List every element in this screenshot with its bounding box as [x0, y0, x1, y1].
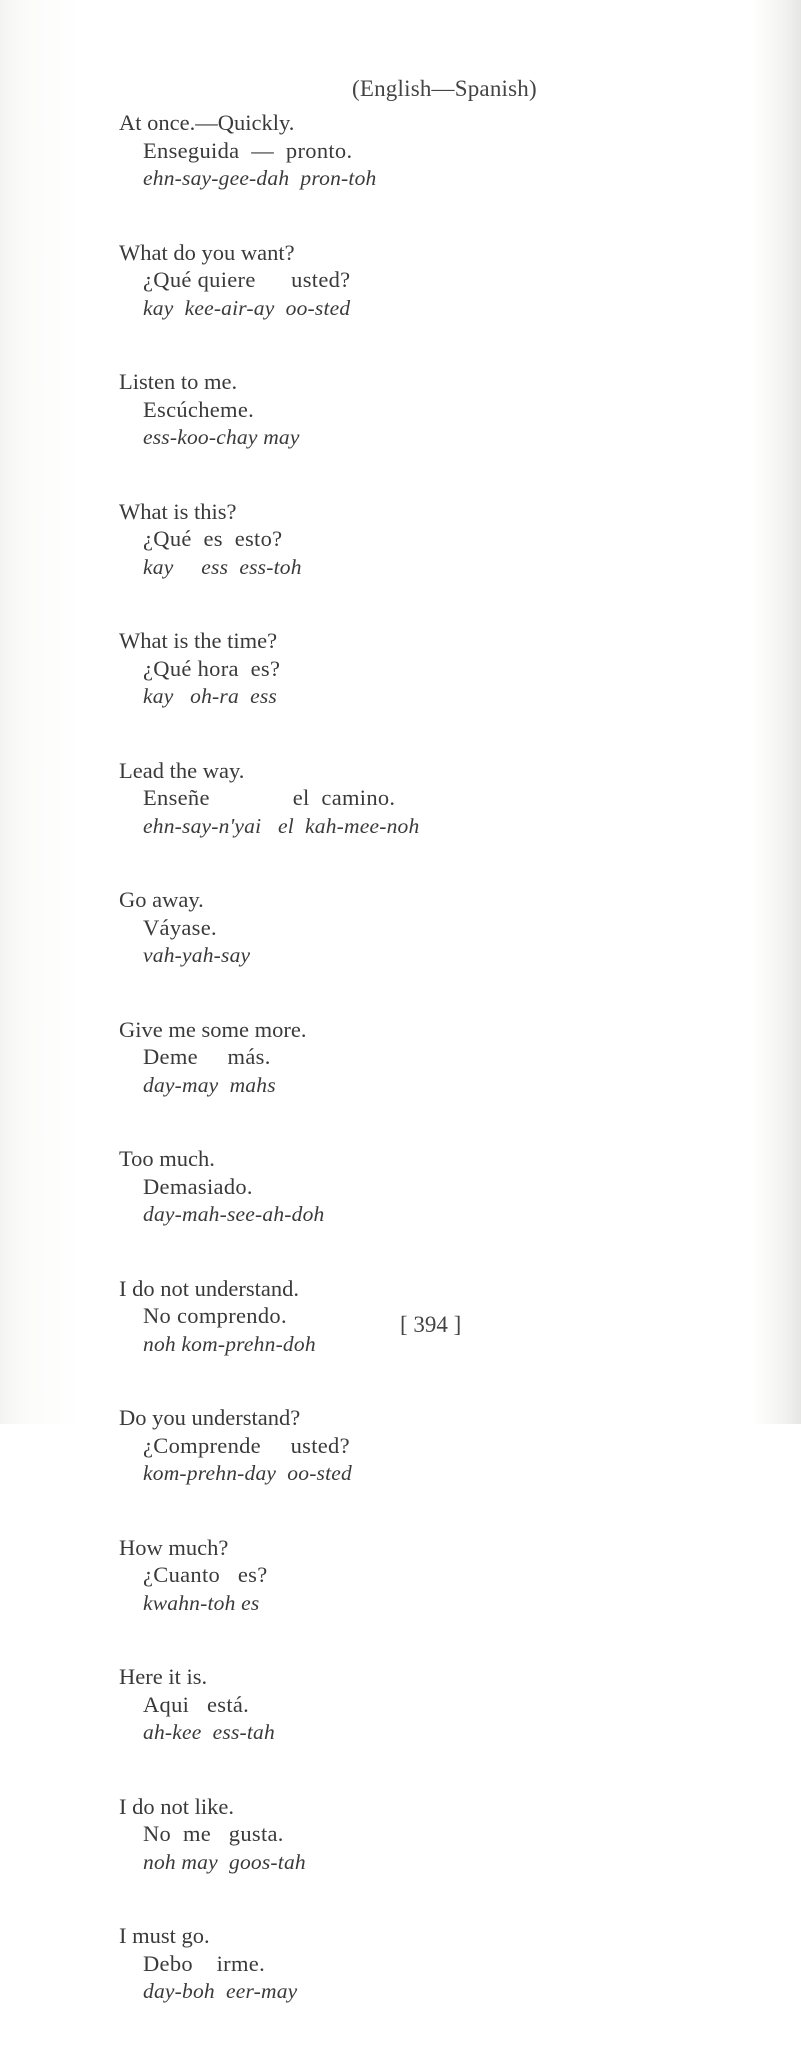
pronunciation: kwahn-toh es [143, 1590, 260, 1615]
spanish-phrase: Enseñe el camino. [143, 785, 396, 810]
spanish-phrase: Demasiado. [143, 1173, 253, 1199]
phrase-entry [119, 1017, 719, 1147]
phrase-list [119, 110, 719, 2053]
pronunciation: noh may goos-tah [143, 1849, 306, 1874]
phrase-entry [119, 1535, 719, 1665]
spanish-phrase: Deme más. [143, 1044, 271, 1069]
english-phrase: How much? [119, 1534, 229, 1560]
pronunciation: vah-yah-say [143, 943, 251, 967]
spanish-phrase: ¿Qué hora es? [143, 655, 281, 681]
spanish-phrase: Escúcheme. [143, 396, 255, 422]
spanish-phrase: No me gusta. [143, 1821, 284, 1846]
spanish-phrase: Enseguida — pronto. [143, 137, 353, 163]
phrase-entry [119, 1664, 719, 1794]
page-number: [ 394 ] [400, 1312, 462, 1337]
spanish-phrase: No comprendo. [143, 1303, 287, 1328]
pronunciation: noh kom-prehn-doh [143, 1331, 316, 1356]
spanish-phrase: Váyase. [143, 914, 217, 940]
english-phrase: Lead the way. [119, 757, 245, 783]
english-phrase: What do you want? [119, 239, 295, 265]
phrase-entry [119, 1794, 719, 1924]
pronunciation: day-mah-see-ah-doh [143, 1202, 325, 1226]
pronunciation: ehn-say-n'yai el kah-mee-noh [143, 813, 420, 838]
english-phrase: Here it is. [119, 1664, 208, 1689]
phrase-entry [119, 887, 719, 1017]
english-phrase: What is this? [119, 498, 237, 524]
phrase-entry [119, 1276, 719, 1406]
spanish-phrase: Debo irme. [143, 1950, 265, 1976]
phrase-entry [119, 499, 719, 629]
pronunciation: kom-prehn-day oo-sted [143, 1461, 352, 1485]
pronunciation: kay oh-ra ess [143, 684, 277, 708]
spanish-phrase: ¿Cuanto es? [143, 1562, 268, 1587]
spanish-phrase: Aqui está. [143, 1691, 250, 1717]
pronunciation: ess-koo-chay may [143, 425, 300, 449]
english-phrase: I must go. [119, 1923, 210, 1948]
pronunciation: day-may mahs [143, 1072, 276, 1097]
phrase-entry [119, 1923, 719, 2053]
phrase-entry [119, 369, 719, 499]
pronunciation: ehn-say-gee-dah pron-toh [143, 166, 377, 190]
english-phrase: Do you understand? [119, 1405, 301, 1430]
phrase-entry [119, 628, 719, 758]
english-phrase: What is the time? [119, 628, 278, 653]
english-phrase: I do not understand. [119, 1275, 299, 1301]
spanish-phrase: ¿Comprende usted? [143, 1432, 350, 1458]
spanish-phrase: ¿Qué quiere usted? [143, 267, 351, 292]
phrase-entry [119, 110, 719, 240]
english-phrase: Give me some more. [119, 1016, 307, 1042]
phrase-entry [119, 1146, 719, 1276]
pronunciation: ah-kee ess-tah [143, 1720, 275, 1744]
pronunciation: kay kee-air-ay oo-sted [143, 295, 351, 320]
pronunciation: kay ess ess-toh [143, 554, 302, 579]
phrase-entry [119, 1405, 719, 1535]
english-phrase: Listen to me. [119, 369, 238, 394]
pronunciation: day-boh eer-may [143, 1979, 298, 2003]
english-phrase: Go away. [119, 887, 204, 912]
english-phrase: At once.—Quickly. [119, 110, 295, 135]
page-header: (English—Spanish) [352, 76, 537, 101]
phrase-entry [119, 758, 719, 888]
english-phrase: Too much. [119, 1146, 215, 1171]
phrase-entry [119, 240, 719, 370]
spanish-phrase: ¿Qué es esto? [143, 526, 283, 551]
english-phrase: I do not like. [119, 1793, 234, 1819]
